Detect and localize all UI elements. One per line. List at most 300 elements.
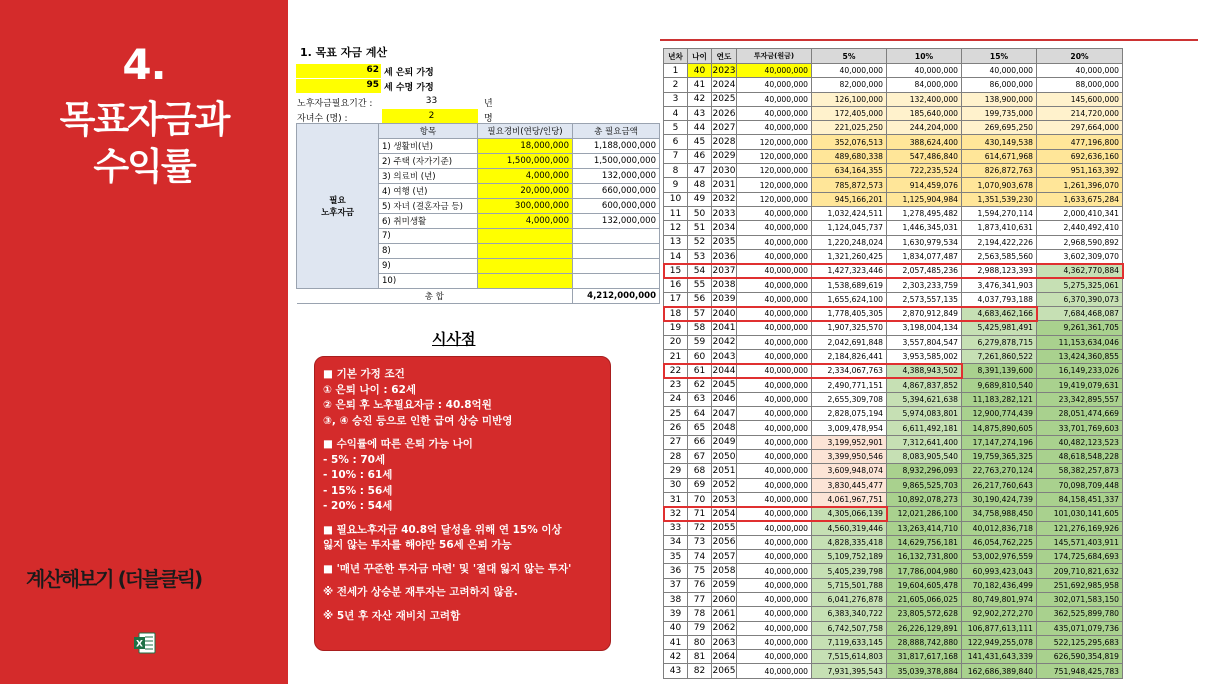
insight-spacer: [323, 554, 602, 562]
sim-20pct: 951,163,392: [1037, 164, 1123, 178]
sim-principal[interactable]: 40,000,000: [737, 264, 812, 278]
sim-10pct: 2,057,485,236: [887, 264, 962, 278]
sim-year: 2053: [712, 492, 737, 506]
sim-15pct: 11,183,282,121: [962, 392, 1037, 406]
sim-5pct: 4,061,967,751: [812, 492, 887, 506]
sim-10pct: 1,630,979,534: [887, 235, 962, 249]
item-name: 8): [379, 244, 478, 259]
sim-year: 2030: [712, 164, 737, 178]
sim-year-index: 4: [664, 106, 688, 120]
sim-15pct: 1,351,539,230: [962, 192, 1037, 206]
sim-20pct: 209,710,821,632: [1037, 564, 1123, 578]
sim-principal[interactable]: 40,000,000: [737, 235, 812, 249]
sim-year-index: 33: [664, 521, 688, 535]
sim-principal[interactable]: 40,000,000: [737, 92, 812, 106]
sim-row: [664, 650, 1123, 664]
sim-year-index: 26: [664, 421, 688, 435]
sim-10pct: 244,204,000: [887, 121, 962, 135]
item-cost-input[interactable]: [478, 229, 573, 244]
sim-principal[interactable]: 40,000,000: [737, 78, 812, 92]
sim-header: 연도: [712, 49, 737, 64]
sim-row: [664, 550, 1123, 564]
sim-year-index: 35: [664, 550, 688, 564]
sim-year: 2051: [712, 464, 737, 478]
calculate-button[interactable]: 계산해보기 (더블클릭): [26, 567, 202, 591]
sim-5pct: 2,828,075,194: [812, 407, 887, 421]
sim-10pct: 3,557,804,547: [887, 335, 962, 349]
sim-principal[interactable]: 40,000,000: [737, 392, 812, 406]
sim-principal[interactable]: 40,000,000: [737, 521, 812, 535]
sim-age: 48: [688, 178, 712, 192]
sim-15pct: 8,391,139,600: [962, 364, 1037, 378]
item-name: 2) 주택 (자가기준): [379, 154, 478, 169]
sim-5pct: 7,119,633,145: [812, 635, 887, 649]
item-name: 4) 여행 (년): [379, 184, 478, 199]
sim-15pct: 826,872,763: [962, 164, 1037, 178]
sim-age: 64: [688, 407, 712, 421]
sim-row: [664, 364, 1123, 378]
sim-5pct: 1,032,424,511: [812, 206, 887, 220]
sim-principal[interactable]: 40,000,000: [737, 635, 812, 649]
sim-5pct: 4,560,319,446: [812, 521, 887, 535]
sim-5pct: 489,680,338: [812, 149, 887, 163]
sim-age: 66: [688, 435, 712, 449]
slide-title-line1: 목표자금과: [59, 98, 229, 141]
sim-principal[interactable]: 40,000,000: [737, 221, 812, 235]
item-cost-input[interactable]: 20,000,000: [478, 184, 573, 199]
item-cost-input[interactable]: [478, 244, 573, 259]
sim-15pct: 614,671,968: [962, 149, 1037, 163]
insight-spacer: [323, 515, 602, 523]
sim-year: 2039: [712, 292, 737, 306]
sim-principal[interactable]: 40,000,000: [737, 249, 812, 263]
sim-principal[interactable]: 40,000,000: [737, 278, 812, 292]
insight-line: - 15% : 56세: [323, 484, 393, 497]
life-age-value: 95: [366, 80, 379, 90]
sim-year: 2032: [712, 192, 737, 206]
sim-year: 2028: [712, 135, 737, 149]
sim-10pct: 26,226,129,891: [887, 621, 962, 635]
item-name: 6) 취미생활: [379, 214, 478, 229]
item-cost-input[interactable]: [478, 274, 573, 289]
sim-year-index: 6: [664, 135, 688, 149]
sim-10pct: 1,834,077,487: [887, 249, 962, 263]
sim-15pct: 3,476,341,903: [962, 278, 1037, 292]
sim-age: 61: [688, 364, 712, 378]
sim-row: [664, 349, 1123, 363]
sim-header: 투자금(원금): [737, 49, 812, 64]
sim-5pct: 1,907,325,570: [812, 321, 887, 335]
insight-line: ■ 필요노후자금 40.8억 달성을 위해 연 15% 이상: [323, 523, 562, 536]
sim-20pct: 19,419,079,631: [1037, 378, 1123, 392]
sim-year-index: 27: [664, 435, 688, 449]
sim-year: 2045: [712, 378, 737, 392]
sim-15pct: 53,002,976,559: [962, 550, 1037, 564]
sim-principal[interactable]: 40,000,000: [737, 578, 812, 592]
sim-5pct: 5,715,501,788: [812, 578, 887, 592]
sim-year: 2057: [712, 550, 737, 564]
sim-10pct: 28,888,742,880: [887, 635, 962, 649]
sim-principal[interactable]: 40,000,000: [737, 206, 812, 220]
sim-year: 2025: [712, 92, 737, 106]
sim-year: 2061: [712, 607, 737, 621]
sim-year: 2056: [712, 535, 737, 549]
sim-age: 78: [688, 607, 712, 621]
slide-title: [0, 96, 288, 190]
sim-principal[interactable]: 40,000,000: [737, 621, 812, 635]
sim-row: [664, 535, 1123, 549]
sim-age: 56: [688, 292, 712, 306]
sim-10pct: 5,974,083,801: [887, 407, 962, 421]
sim-20pct: 1,633,675,284: [1037, 192, 1123, 206]
sim-principal[interactable]: 40,000,000: [737, 564, 812, 578]
group-label: [297, 124, 379, 289]
sim-15pct: 5,425,981,491: [962, 321, 1037, 335]
sim-principal[interactable]: 40,000,000: [737, 407, 812, 421]
sim-principal[interactable]: 40,000,000: [737, 364, 812, 378]
insight-line: ■ 수익률에 따른 은퇴 가능 나이: [323, 438, 473, 450]
sim-5pct: 785,872,573: [812, 178, 887, 192]
sim-year: 2058: [712, 564, 737, 578]
slide-title-line2: 수익률: [93, 145, 195, 188]
sim-10pct: 388,624,400: [887, 135, 962, 149]
sim-20pct: 70,098,709,448: [1037, 478, 1123, 492]
sim-5pct: 3,830,445,477: [812, 478, 887, 492]
sim-principal[interactable]: 40,000,000: [737, 378, 812, 392]
sim-age: 40: [688, 64, 712, 78]
sim-age: 62: [688, 378, 712, 392]
sum-value: 4,212,000,000: [573, 289, 660, 304]
sim-5pct: 82,000,000: [812, 78, 887, 92]
sim-principal[interactable]: 40,000,000: [737, 421, 812, 435]
sim-10pct: 2,870,912,849: [887, 307, 962, 321]
insight-spacer: [323, 601, 602, 609]
sim-year-index: 20: [664, 335, 688, 349]
sim-year-index: 11: [664, 206, 688, 220]
sim-principal[interactable]: 40,000,000: [737, 507, 812, 521]
sim-year: 2029: [712, 149, 737, 163]
sim-principal[interactable]: 40,000,000: [737, 106, 812, 120]
sim-20pct: 33,701,769,603: [1037, 421, 1123, 435]
sim-year: 2049: [712, 435, 737, 449]
item-cost-input[interactable]: [478, 259, 573, 274]
sim-20pct: 751,948,425,783: [1037, 664, 1123, 678]
sim-20pct: 48,618,548,228: [1037, 450, 1123, 464]
life-label: 세 수명 가정: [384, 83, 434, 93]
sim-year-index: 41: [664, 635, 688, 649]
sim-10pct: 1,278,495,482: [887, 206, 962, 220]
children-unit: 명: [484, 114, 493, 124]
insight-line: - 5% : 70세: [323, 453, 386, 466]
sim-year: 2055: [712, 521, 737, 535]
sim-principal[interactable]: 40,000,000: [737, 321, 812, 335]
insight-box: [314, 356, 611, 651]
sim-year-index: 28: [664, 450, 688, 464]
sim-principal[interactable]: 120,000,000: [737, 149, 812, 163]
period-label: 노후자금필요기간 :: [297, 99, 373, 109]
children-value: 2: [428, 111, 435, 121]
sim-15pct: 162,686,389,840: [962, 664, 1037, 678]
sim-year: 2062: [712, 621, 737, 635]
sim-principal[interactable]: 40,000,000: [737, 292, 812, 306]
sim-15pct: 14,875,890,605: [962, 421, 1037, 435]
sim-age: 50: [688, 206, 712, 220]
sim-age: 82: [688, 664, 712, 678]
sim-age: 81: [688, 650, 712, 664]
sim-5pct: 172,405,000: [812, 106, 887, 120]
sim-10pct: 12,021,286,100: [887, 507, 962, 521]
sim-10pct: 84,000,000: [887, 78, 962, 92]
sim-principal[interactable]: 40,000,000: [737, 535, 812, 549]
insight-line: ② 은퇴 후 노후필요자금 : 40.8억원: [323, 399, 492, 411]
sim-10pct: 6,611,492,181: [887, 421, 962, 435]
sim-20pct: 40,000,000: [1037, 64, 1123, 78]
sim-principal[interactable]: 40,000,000: [737, 464, 812, 478]
sim-age: 65: [688, 421, 712, 435]
sim-principal[interactable]: 120,000,000: [737, 164, 812, 178]
item-cost-input[interactable]: 300,000,000: [478, 199, 573, 214]
sim-year: 2023: [712, 64, 737, 78]
sim-year: 2064: [712, 650, 737, 664]
item-cost-input[interactable]: 18,000,000: [478, 139, 573, 154]
insight-line: ※ 전세가 상승분 재투자는 고려하지 않음.: [323, 586, 518, 598]
svg-text:X: X: [136, 639, 143, 650]
sim-row: [664, 206, 1123, 220]
sim-row: [664, 378, 1123, 392]
sim-row: [664, 507, 1123, 521]
sim-5pct: 1,220,248,024: [812, 235, 887, 249]
sim-15pct: 40,000,000: [962, 64, 1037, 78]
sim-principal[interactable]: 40,000,000: [737, 650, 812, 664]
sim-5pct: 1,427,323,446: [812, 264, 887, 278]
sim-age: 73: [688, 535, 712, 549]
sim-row: [664, 278, 1123, 292]
sim-principal[interactable]: 40,000,000: [737, 664, 812, 678]
insight-line: ① 은퇴 나이 : 62세: [323, 383, 417, 396]
sim-principal[interactable]: 40,000,000: [737, 64, 812, 78]
excel-icon[interactable]: [133, 631, 157, 655]
sim-5pct: 6,383,340,722: [812, 607, 887, 621]
sim-20pct: 435,071,079,736: [1037, 621, 1123, 635]
item-total: [573, 274, 660, 289]
sim-15pct: 80,749,801,974: [962, 592, 1037, 606]
sim-5pct: 221,025,250: [812, 121, 887, 135]
sim-year-index: 32: [664, 507, 688, 521]
sum-label: 총 합: [297, 289, 573, 304]
sim-age: 71: [688, 507, 712, 521]
sim-principal[interactable]: 120,000,000: [737, 192, 812, 206]
group-label-line2: 노후자금: [321, 208, 354, 218]
sim-principal[interactable]: 40,000,000: [737, 550, 812, 564]
item-cost-input[interactable]: 4,000,000: [478, 214, 573, 229]
sim-year: 2065: [712, 664, 737, 678]
sim-20pct: 2,968,590,892: [1037, 235, 1123, 249]
sim-row: [664, 249, 1123, 263]
top-divider: [660, 39, 1198, 41]
sim-10pct: 547,486,840: [887, 149, 962, 163]
sim-20pct: 214,720,000: [1037, 106, 1123, 120]
sim-year: 2037: [712, 264, 737, 278]
sim-year: 2041: [712, 321, 737, 335]
sim-year-index: 23: [664, 378, 688, 392]
retire-age-value: 62: [366, 65, 379, 75]
sim-15pct: 86,000,000: [962, 78, 1037, 92]
sim-row: [664, 64, 1123, 78]
sim-year-index: 8: [664, 164, 688, 178]
sim-year: 2038: [712, 278, 737, 292]
sim-15pct: 17,147,274,196: [962, 435, 1037, 449]
insight-line: ③, ④ 승진 등으로 인한 급여 상승 미반영: [323, 414, 513, 427]
sim-10pct: 132,400,000: [887, 92, 962, 106]
sim-10pct: 14,629,756,181: [887, 535, 962, 549]
sim-20pct: 58,382,257,873: [1037, 464, 1123, 478]
insight-line: ■ 기본 가정 조건: [323, 368, 405, 380]
sim-20pct: 4,362,770,884: [1037, 264, 1123, 278]
sim-age: 54: [688, 264, 712, 278]
sim-10pct: 23,805,572,628: [887, 607, 962, 621]
sim-row: [664, 178, 1123, 192]
sim-20pct: 6,370,390,073: [1037, 292, 1123, 306]
sim-principal[interactable]: 40,000,000: [737, 435, 812, 449]
sim-5pct: 352,076,513: [812, 135, 887, 149]
sim-principal[interactable]: 40,000,000: [737, 478, 812, 492]
sim-10pct: 17,786,004,980: [887, 564, 962, 578]
sim-year: 2031: [712, 178, 737, 192]
sim-age: 80: [688, 635, 712, 649]
sim-5pct: 1,778,405,305: [812, 307, 887, 321]
sim-row: [664, 478, 1123, 492]
sim-year-index: 30: [664, 478, 688, 492]
sim-age: 77: [688, 592, 712, 606]
sim-10pct: 35,039,378,884: [887, 664, 962, 678]
sim-row: [664, 578, 1123, 592]
sim-principal[interactable]: 120,000,000: [737, 178, 812, 192]
sim-principal[interactable]: 40,000,000: [737, 592, 812, 606]
sim-year-index: 40: [664, 621, 688, 635]
sim-10pct: 4,388,943,502: [887, 364, 962, 378]
period-unit: 년: [484, 99, 493, 109]
sim-age: 52: [688, 235, 712, 249]
sim-year-index: 36: [664, 564, 688, 578]
sim-15pct: 19,759,365,325: [962, 450, 1037, 464]
sim-10pct: 722,235,524: [887, 164, 962, 178]
sim-principal[interactable]: 40,000,000: [737, 121, 812, 135]
sim-row: [664, 264, 1123, 278]
sim-15pct: 70,182,436,499: [962, 578, 1037, 592]
sim-10pct: 3,198,004,134: [887, 321, 962, 335]
sim-10pct: 5,394,621,638: [887, 392, 962, 406]
sim-20pct: 1,261,396,070: [1037, 178, 1123, 192]
item-total: 132,000,000: [573, 169, 660, 184]
sim-20pct: 5,275,325,061: [1037, 278, 1123, 292]
sim-10pct: 4,867,837,852: [887, 378, 962, 392]
sim-year-index: 16: [664, 278, 688, 292]
sim-20pct: 16,149,233,026: [1037, 364, 1123, 378]
sim-age: 49: [688, 192, 712, 206]
sim-10pct: 1,446,345,031: [887, 221, 962, 235]
needs-table: [296, 123, 660, 304]
sim-row: [664, 307, 1123, 321]
sim-year: 2036: [712, 249, 737, 263]
sim-row: [664, 121, 1123, 135]
item-name: 9): [379, 259, 478, 274]
sim-principal[interactable]: 40,000,000: [737, 307, 812, 321]
sim-principal[interactable]: 40,000,000: [737, 492, 812, 506]
sim-age: 59: [688, 335, 712, 349]
sim-10pct: 8,932,296,093: [887, 464, 962, 478]
sim-age: 68: [688, 464, 712, 478]
sim-header: 20%: [1037, 49, 1123, 64]
sim-header: 15%: [962, 49, 1037, 64]
sim-principal[interactable]: 40,000,000: [737, 607, 812, 621]
sim-10pct: 13,263,414,710: [887, 521, 962, 535]
item-total: 1,188,000,000: [573, 139, 660, 154]
item-cost-input[interactable]: 4,000,000: [478, 169, 573, 184]
sim-5pct: 4,828,335,418: [812, 535, 887, 549]
sim-year-index: 25: [664, 407, 688, 421]
sim-5pct: 3,199,952,901: [812, 435, 887, 449]
sim-year: 2046: [712, 392, 737, 406]
sim-year-index: 31: [664, 492, 688, 506]
item-name: 1) 생활비(년): [379, 139, 478, 154]
sum-row: [297, 289, 660, 304]
sim-20pct: 174,725,684,693: [1037, 550, 1123, 564]
sim-20pct: 2,000,410,341: [1037, 206, 1123, 220]
sim-row: [664, 192, 1123, 206]
insight-spacer: [323, 429, 602, 437]
sim-year: 2059: [712, 578, 737, 592]
sim-5pct: 1,321,260,425: [812, 249, 887, 263]
sim-row: [664, 407, 1123, 421]
sim-5pct: 5,405,239,798: [812, 564, 887, 578]
sim-age: 57: [688, 307, 712, 321]
sim-15pct: 138,900,000: [962, 92, 1037, 106]
item-name: 5) 자녀 (결혼자금 등): [379, 199, 478, 214]
item-cost-input[interactable]: 1,500,000,000: [478, 154, 573, 169]
sim-age: 63: [688, 392, 712, 406]
sim-principal[interactable]: 40,000,000: [737, 450, 812, 464]
section-title: 1. 목표 자금 계산: [300, 46, 388, 59]
sim-10pct: 7,312,641,400: [887, 435, 962, 449]
sim-10pct: 914,459,076: [887, 178, 962, 192]
sim-year-index: 5: [664, 121, 688, 135]
sim-row: [664, 435, 1123, 449]
sim-age: 58: [688, 321, 712, 335]
insight-line: ■ '매년 꾸준한 투자금 마련' 및 '절대 잃지 않는 투자': [323, 562, 572, 575]
sim-year-index: 17: [664, 292, 688, 306]
sim-age: 60: [688, 349, 712, 363]
sim-10pct: 16,132,731,800: [887, 550, 962, 564]
sim-principal[interactable]: 40,000,000: [737, 349, 812, 363]
sim-principal[interactable]: 120,000,000: [737, 135, 812, 149]
sim-5pct: 6,742,507,758: [812, 621, 887, 635]
sim-5pct: 1,124,045,737: [812, 221, 887, 235]
sim-15pct: 122,949,255,078: [962, 635, 1037, 649]
sim-15pct: 269,695,250: [962, 121, 1037, 135]
sim-header-row: [664, 49, 1123, 64]
sim-age: 72: [688, 521, 712, 535]
sim-principal[interactable]: 40,000,000: [737, 335, 812, 349]
slide-number: 4.: [122, 40, 166, 89]
sim-15pct: 22,763,270,124: [962, 464, 1037, 478]
item-name: 10): [379, 274, 478, 289]
sim-year: 2035: [712, 235, 737, 249]
sim-20pct: 302,071,583,150: [1037, 592, 1123, 606]
sim-5pct: 126,100,000: [812, 92, 887, 106]
sim-10pct: 40,000,000: [887, 64, 962, 78]
sim-20pct: 2,440,492,410: [1037, 221, 1123, 235]
sim-year-index: 39: [664, 607, 688, 621]
